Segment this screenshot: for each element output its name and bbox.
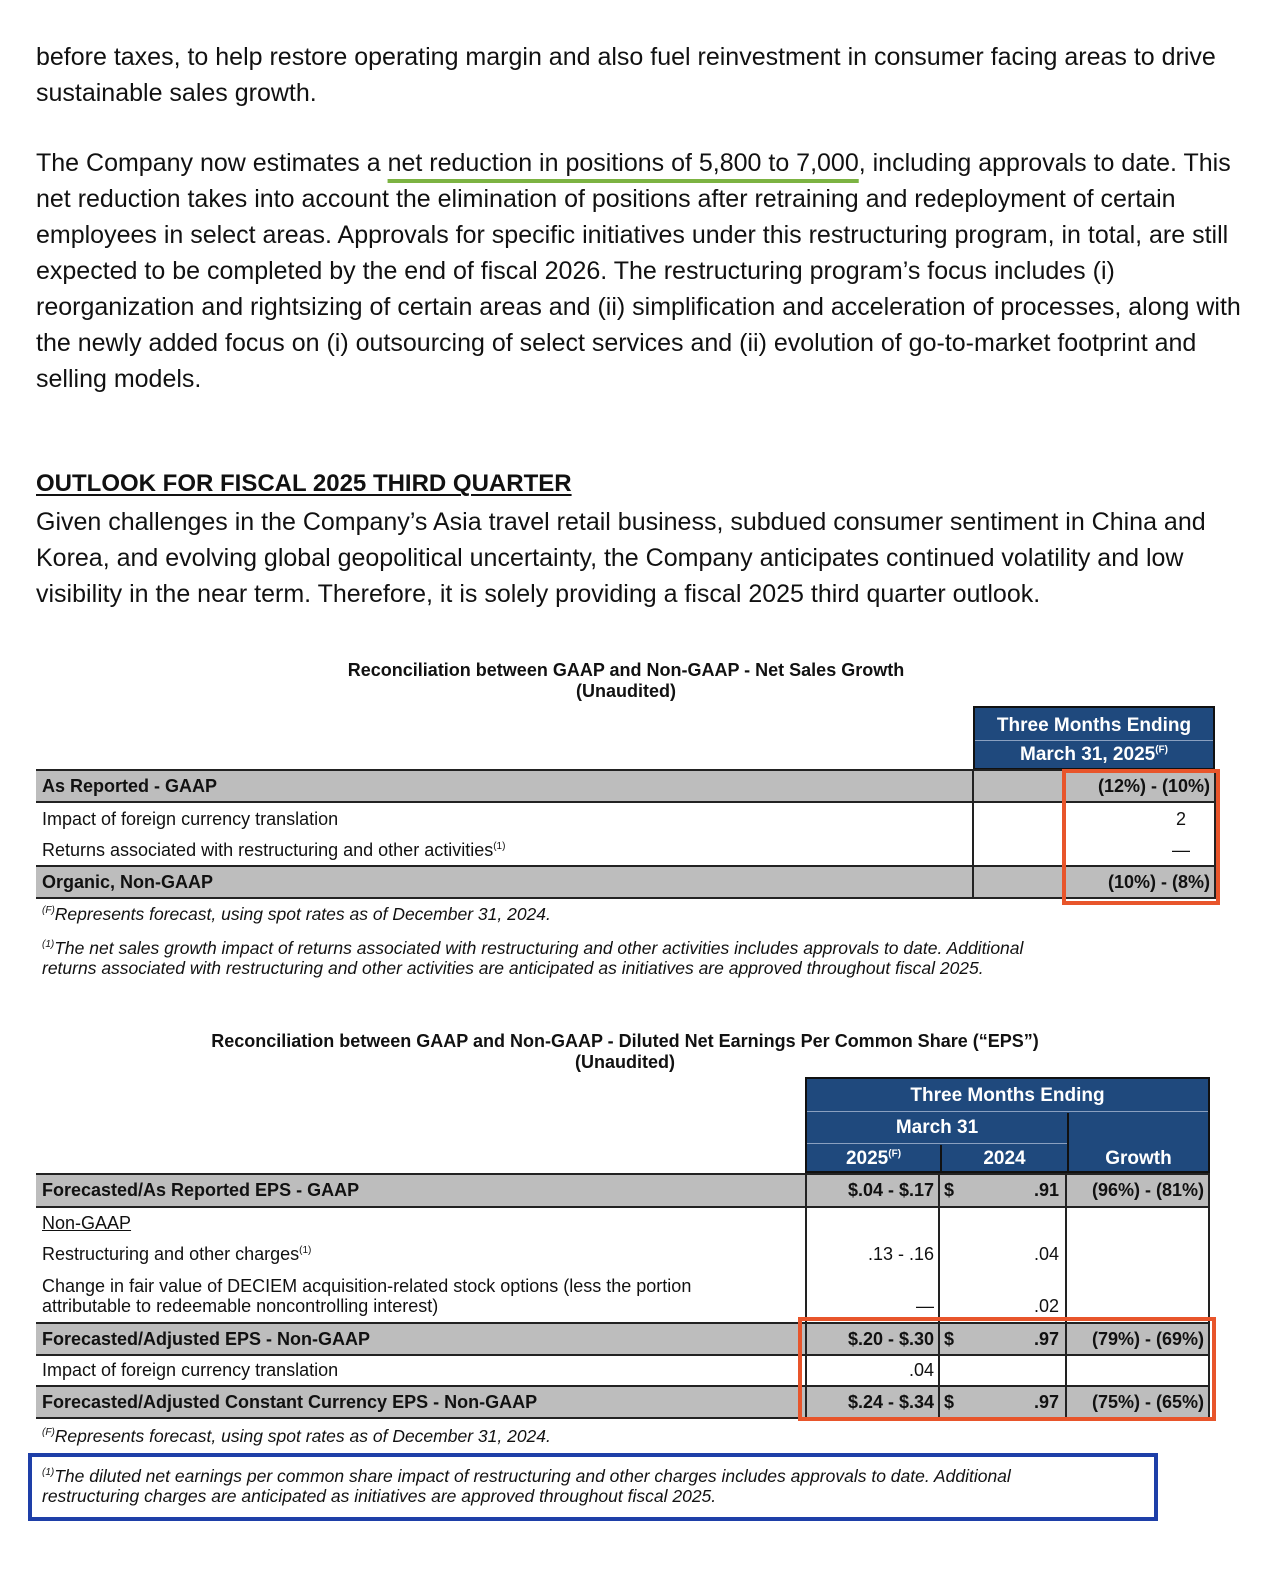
table2-row-restructuring: Restructuring and other charges$^{(1)}$ .13 - .16 .04 [42,1244,1059,1264]
table2-title [130,1031,1120,1073]
table1-header-line1: Three Months Ending [996,715,1192,736]
table2-footnote-f: $^{(F)}$Represents forecast, using spot rates as of December 31, 2024. [42,1426,551,1446]
table1-rule-bottom [36,897,1216,899]
table2-header-rule [807,1143,1067,1144]
table2-title-text: Reconciliation between GAAP and Non-GAAP - Diluted Net Earnings Per Common Share (“EPS”) [211,1031,1039,1051]
table2-red-highlight-box [798,1317,1216,1421]
table2-header [805,1077,1210,1173]
table1-title [236,660,1016,702]
highlighted-position-reduction: net reduction in positions of 5,800 to 7,000 [387,149,859,177]
table1-value-as-reported: (12%) - (10%) [1097,776,1210,796]
table1-col-divider [972,771,974,897]
outlook-paragraph: Given challenges in the Company’s Asia travel retail business, subdued consumer sentiment in China and Korea, and evolving global geopolitical uncertainty, the Company anticipates continued volatility and low visibility in the near term. Therefore, it is solely providing a fiscal 2025 third quarter outlook. [36,508,1206,608]
table1-subtitle: (Unaudited) [576,681,676,701]
table2-row-gaap-eps: Forecasted/As Reported EPS - GAAP $.04 - $.17 $ .91 (96%) - (81%) [36,1175,1210,1206]
table1-row-as-reported: As Reported - GAAP (12%) - (10%) [36,771,1216,801]
table1-value-organic: (10%) - (8%) [1107,872,1210,892]
table1-red-highlight-box [1062,769,1220,905]
table1-footnote-f: $^{(F)}$Represents forecast, using spot rates as of December 31, 2024. [42,904,551,924]
restructuring-paragraph [36,145,1251,397]
table2-subtitle: (Unaudited) [575,1052,675,1072]
table1-row-fx: Impact of foreign currency translation 2 [42,809,1186,829]
table2-row-fx: Impact of foreign currency translation .04 [42,1360,934,1380]
restructuring-paragraph-post: , including approvals to date. This net reduction takes into account the elimination of positions after retraining and redeployment of certain employees in select areas. Approvals for specific initiatives under this restructuring program, in total, are still expected to be completed by the end of fiscal 2026. The restructuring program’s focus includes (i) reorganization and rightsizing of certain areas and (ii) simplification and acceleration of processes, along with the newly added focus on (i) outsourcing of select services and (ii) evolution of go-to-market footprint and selling models. [36,149,1241,393]
outlook-heading: OUTLOOK FOR FISCAL 2025 THIRD QUARTER [36,470,572,497]
table2-row-constant-currency-eps: Forecasted/Adjusted Constant Currency EPS - Non-GAAP $.24 - $.34 $ .97 (75%) - (65%) [36,1387,1210,1417]
table1-footnote-1: $^{(1)}$The net sales growth impact of returns associated with restructuring and other activities includes approvals to date. Additional returns associated with restructuring and other activities are anticipated as initiatives are approved throughout fiscal 2025. [42,938,1024,978]
table1-header [973,706,1215,770]
table2-row-deciem: Change in fair value of DECIEM acquisition-related stock options (less the portion attributable to redeemable noncontrolling interest) — .02 [42,1276,1059,1316]
table2-header-mid: March 31 [895,1117,979,1138]
table1-row-returns: Returns associated with restructuring and other activities$^{(1)}$ — [42,840,1190,860]
table2-col-2025: $2025^{(F)}$ [845,1148,902,1169]
intro-paragraph: before taxes, to help restore operating margin and also fuel reinvestment in consumer facing areas to drive sustainable sales growth. [36,43,1216,107]
table1-header-line2: March 31, $2025^{(F)}$ [975,740,1213,769]
table2-footnote-1: $^{(1)}$The diluted net earnings per common share impact of restructuring and other charges includes approvals to date. Additional restructuring charges are anticipated as initiatives are approved throughout fiscal 2025. [42,1466,1011,1506]
table1-title-text: Reconciliation between GAAP and Non-GAAP - Net Sales Growth [347,660,905,680]
table2-row-adjusted-eps: Forecasted/Adjusted EPS - Non-GAAP $.20 - $.30 $ .97 (79%) - (69%) [36,1324,1210,1354]
table2-col-2024: 2024 [983,1148,1026,1169]
table1-row-organic: Organic, Non-GAAP (10%) - (8%) [36,867,1216,897]
table2-col-growth: Growth [1105,1148,1172,1169]
restructuring-paragraph-pre: The Company now estimates a [36,149,388,177]
table2-row-non-gaap-label: Non-GAAP [42,1213,132,1233]
table2-header-top: Three Months Ending [807,1081,1208,1112]
